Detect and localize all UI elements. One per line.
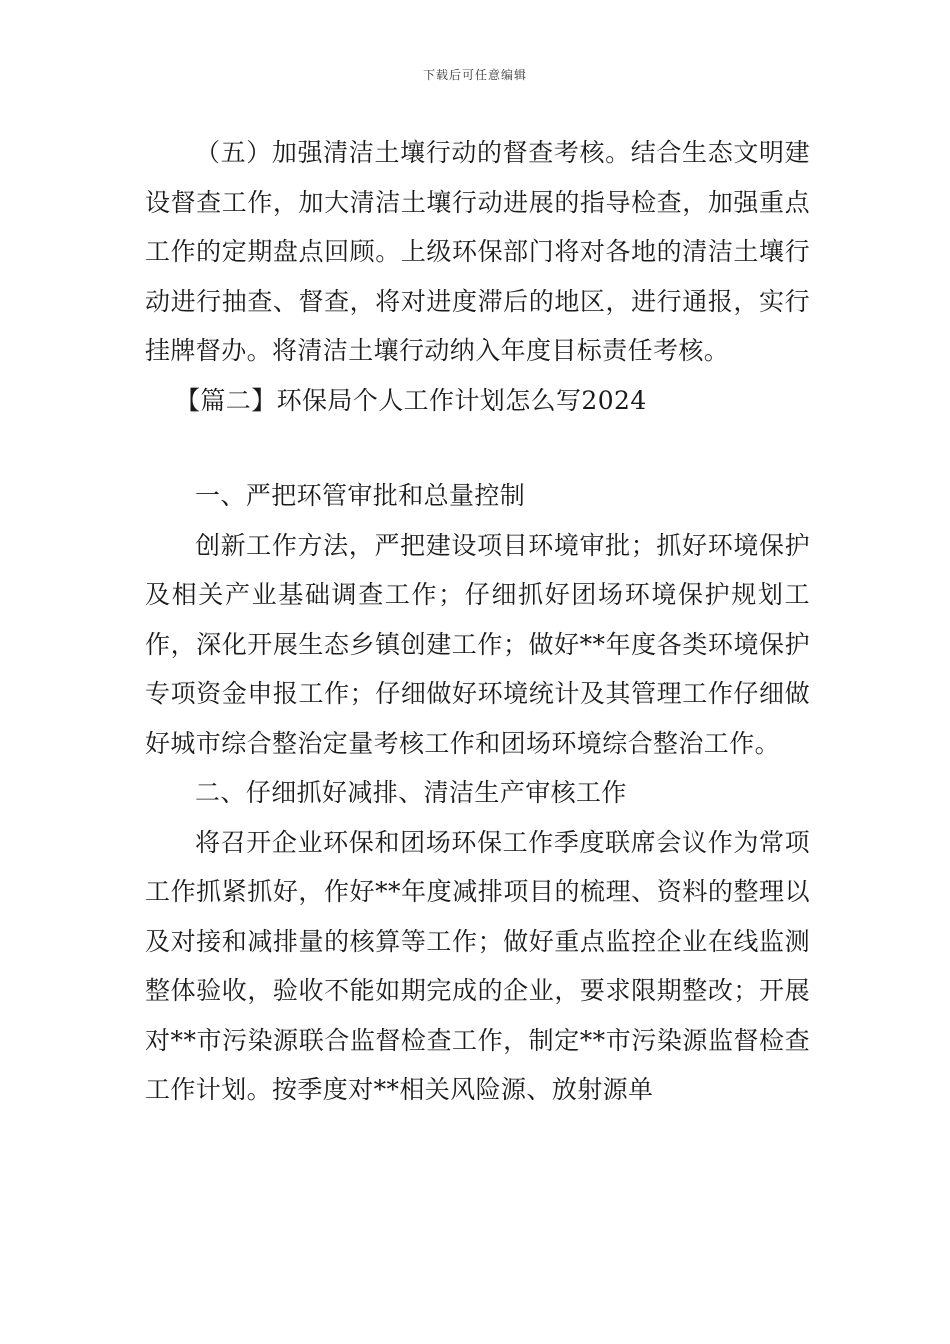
document-body	[145, 128, 810, 1115]
paragraph-inspection: （五）加强清洁土壤行动的督查考核。结合生态文明建设督查工作，加大清洁土壤行动进展的指导检查，加强重点工作的定期盘点回顾。上级环保部门将对各地的清洁土壤行动进行抽查、督查，将对进度滞后的地区，进行通报，实行挂牌督办。将清洁土壤行动纳入年度目标责任考核。	[145, 138, 810, 365]
heading-emission-reduction: 二、仔细抓好减排、清洁生产审核工作	[195, 778, 627, 807]
header-note: 下载后可任意编辑	[422, 68, 527, 82]
paragraph-approval-control: 创新工作方法，严把建设项目环境审批；抓好环境保护及相关产业基础调查工作；仔细抓好团场环境保护规划工作，深化开展生态乡镇创建工作；做好**年度各类环境保护专项资金申报工作；仔细做好环境统计及其管理工作仔细做好城市综合整治定量考核工作和团场环境综合整治工作。	[145, 530, 810, 758]
heading-approval-control: 一、严把环管审批和总量控制	[195, 481, 526, 510]
paragraph-emission-reduction: 将召开企业环保和团场环保工作季度联席会议作为常项工作抓紧抓好，作好**年度减排项目的梳理、资料的整理以及对接和减排量的核算等工作；做好重点监控企业在线监测整体验收，验收不能如期完成的企业，要求限期整改；开展对**市污染源联合监督检查工作，制定**市污染源监督检查工作计划。按季度对**相关风险源、放射源单	[145, 827, 810, 1104]
blank-gap	[145, 425, 810, 471]
section-title: 【篇二】环保局个人工作计划怎么写2024	[175, 385, 647, 415]
